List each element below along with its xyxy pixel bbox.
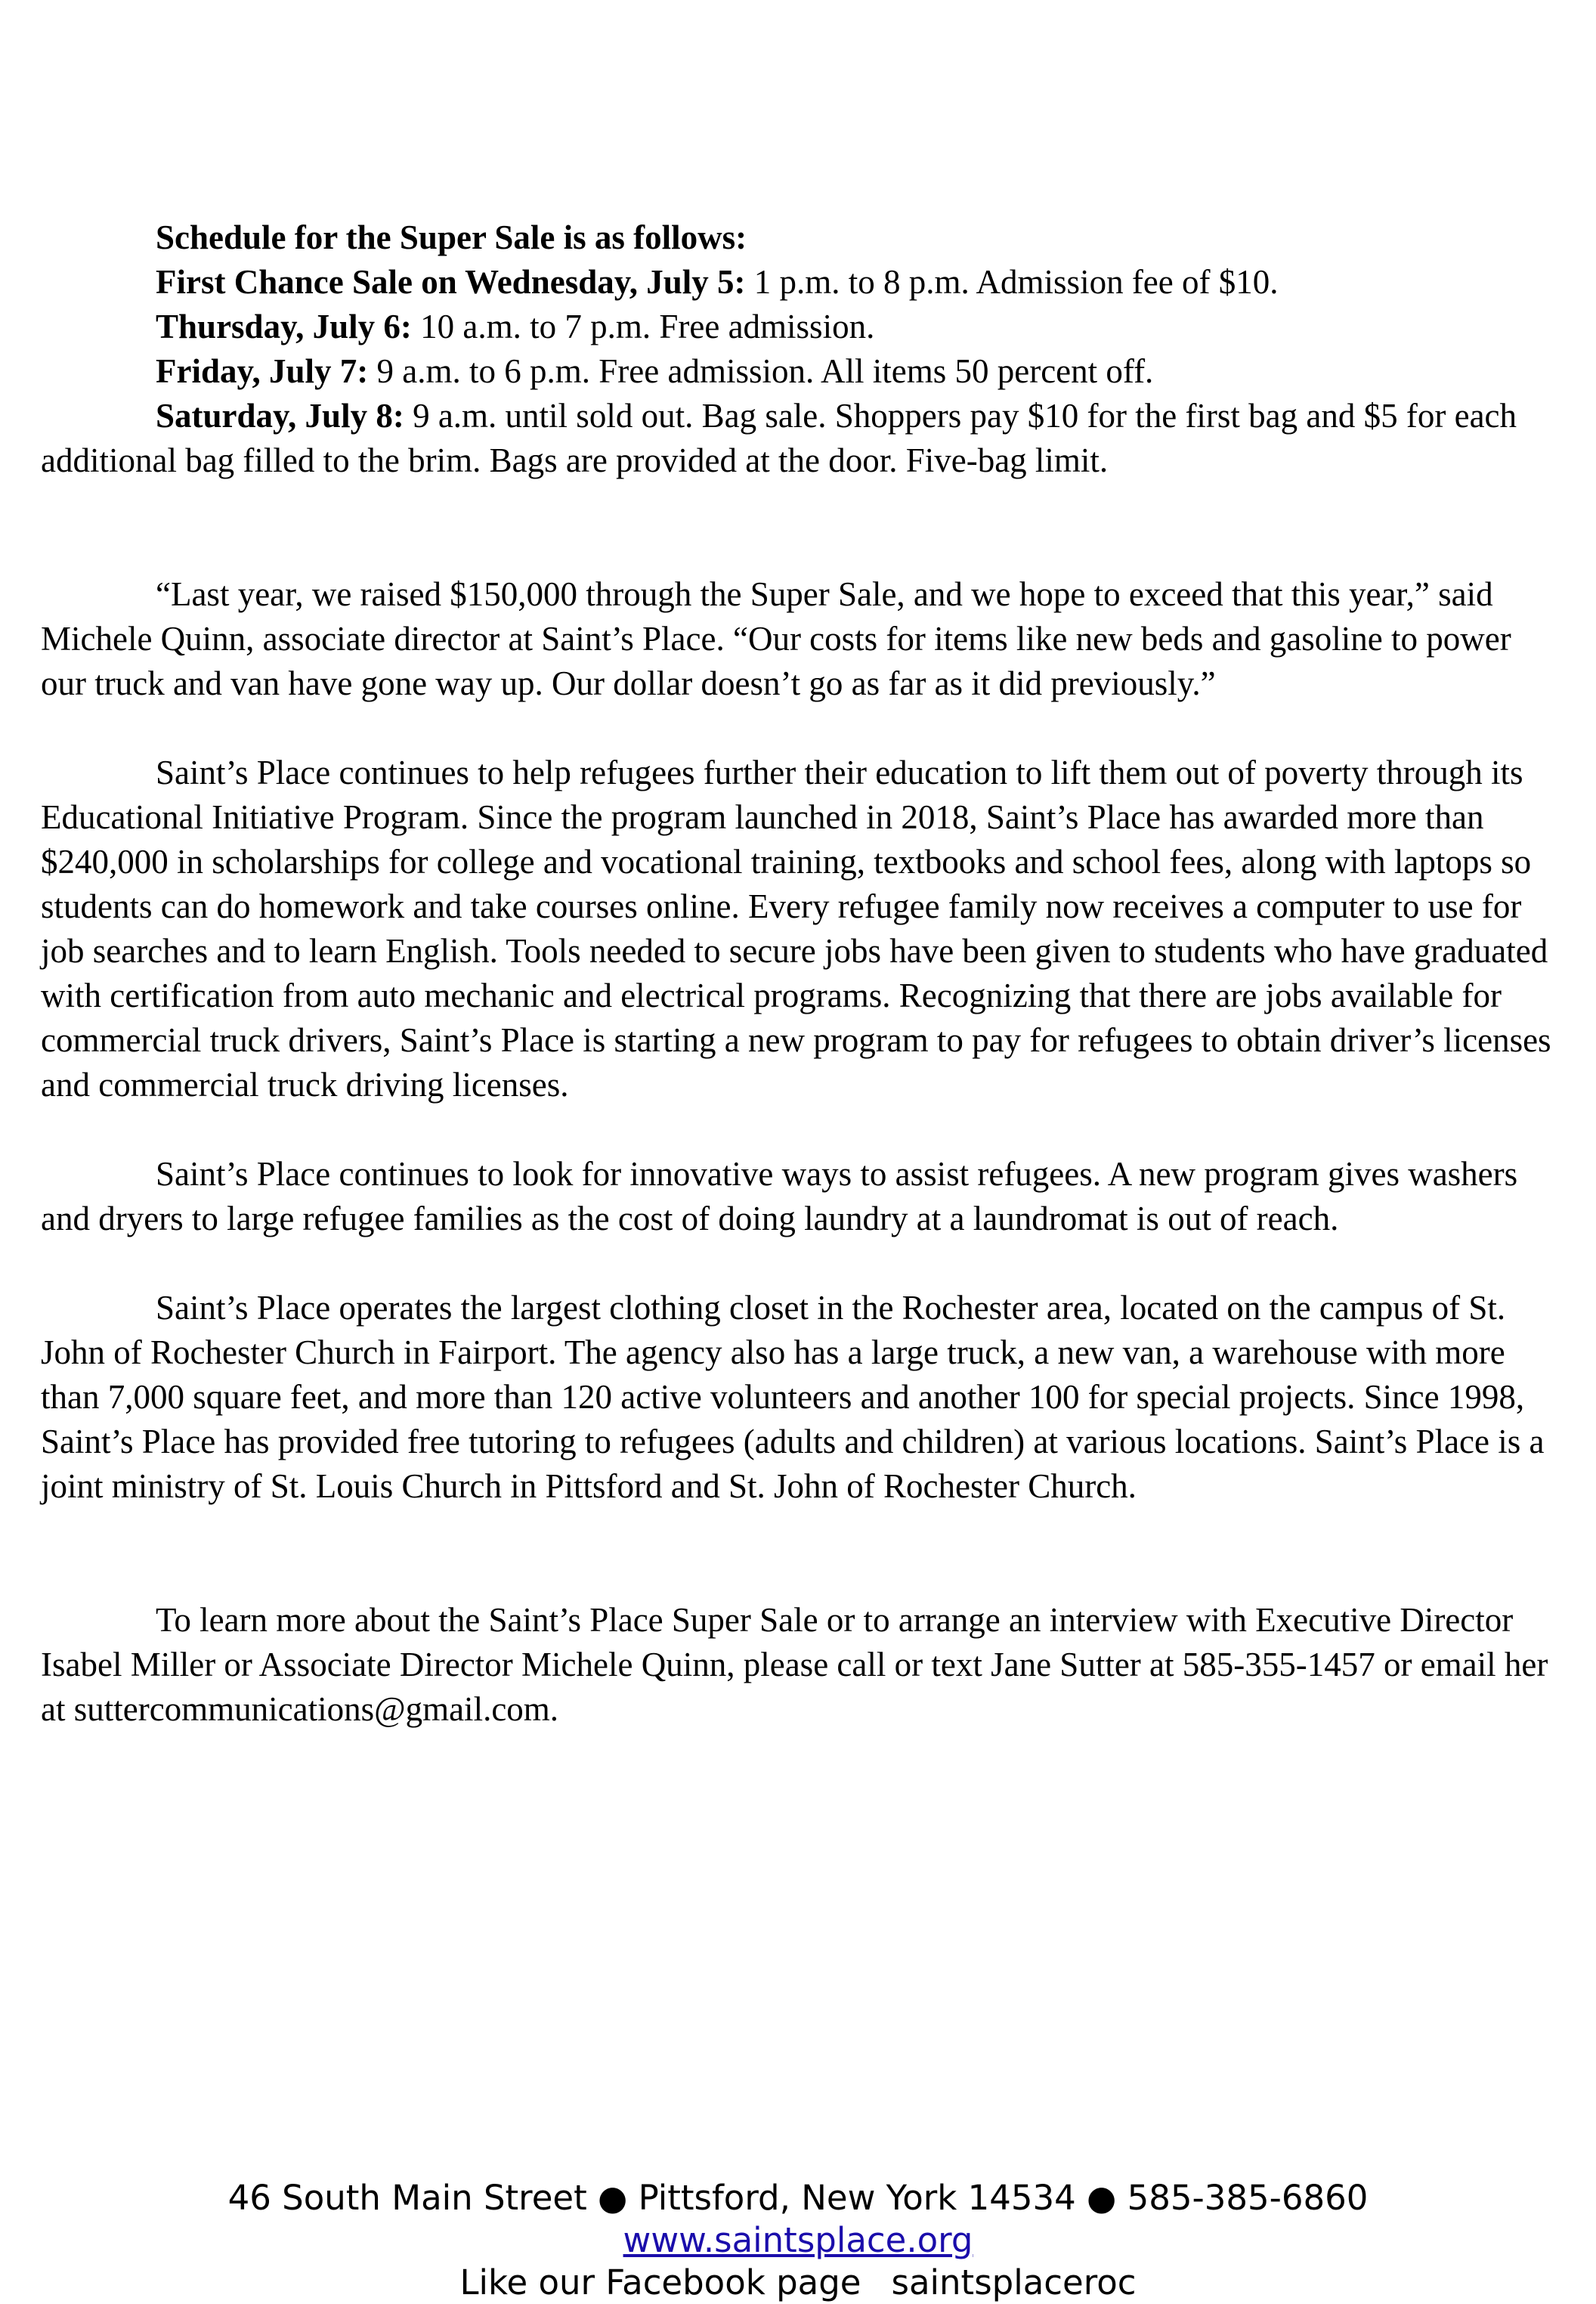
paragraph-education: Saint’s Place continues to help refugees further their education to lift them out of poverty through its Educational Initiative Program. Since the program launched in 2018, Saint’s Place has awarded more than $240,000 in scholarships for college and vocational training, textbooks and school fees, along with laptops so students can do homework and take courses online. Every refugee family now receives a computer to use for job searches and to learn English. Tools needed to secure jobs have been given to students who have graduated with certification from auto mechanic and electrical programs. Recognizing that there are jobs available for commercial truck drivers, Saint’s Place is starting a new program to pay for refugees to obtain driver’s licenses and commercial truck driving licenses. — [41, 754, 1551, 1104]
schedule-item-label: Saturday, July 8: — [156, 397, 404, 435]
footer-address: 46 South Main Street ● Pittsford, New York 14534 ● 585-385-6860 — [227, 2178, 1369, 2218]
schedule-item-wednesday — [41, 260, 1560, 305]
document-body — [41, 215, 1560, 1732]
schedule-item-label: Thursday, July 6: — [156, 308, 412, 345]
schedule-item-friday — [41, 349, 1560, 394]
page-footer — [0, 2177, 1596, 2304]
facebook-label: Like our Facebook page — [459, 2262, 861, 2302]
spacer — [41, 483, 1560, 572]
schedule-item-text: 1 p.m. to 8 p.m. Admission fee of $10. — [745, 263, 1279, 301]
schedule-item-text: 9 a.m. until sold out. Bag sale. Shoppers pay $10 for the first bag and $5 for each additional bag filled to the brim. Bags are provided at the door. Five-bag limit. — [41, 397, 1517, 479]
schedule-item-label: First Chance Sale on Wednesday, July 5: — [156, 263, 746, 301]
schedule-item-text: 10 a.m. to 7 p.m. Free admission. — [411, 308, 875, 345]
spacer — [41, 1107, 1560, 1152]
paragraph-contact: To learn more about the Saint’s Place Super Sale or to arrange an interview with Executive Director Isabel Miller or Associate Director Michele Quinn, please call or text Jane Sutter at 585-355-1457 or email her at suttercommunications@gmail.com. — [41, 1601, 1548, 1728]
schedule-item-saturday — [41, 394, 1560, 483]
paragraph-operations: Saint’s Place operates the largest clothing closet in the Rochester area, located on the campus of St. John of Rochester Church in Fairport. The agency also has a large truck, a new van, a warehouse with more than 7,000 square feet, and more than 120 active volunteers and another 100 for special projects. Since 1998, Saint’s Place has provided free tutoring to refugees (adults and children) at various locations. Saint’s Place is a joint ministry of St. Louis Church in Pittsford and St. John of Rochester Church. — [41, 1289, 1545, 1505]
footer-website-row — [0, 2219, 1596, 2262]
footer-facebook-row — [0, 2262, 1596, 2304]
spacer — [41, 706, 1560, 751]
schedule-item-thursday — [41, 305, 1560, 349]
spacer — [41, 1241, 1560, 1286]
paragraph-innovation: Saint’s Place continues to look for innovative ways to assist refugees. A new program gives washers and dryers to large refugee families as the cost of doing laundry at a laundromat is out of reach. — [41, 1155, 1518, 1237]
website-link[interactable]: www.saintsplace.org — [623, 2220, 973, 2260]
schedule-heading: Schedule for the Super Sale is as follows: — [156, 218, 747, 256]
paragraph-quote: “Last year, we raised $150,000 through the Super Sale, and we hope to exceed that this year,” said Michele Quinn, associate director at Saint’s Place. “Our costs for items like new beds and gasoline to power our truck and van have gone way up. Our dollar doesn’t go as far as it did previously.” — [41, 575, 1511, 702]
schedule-item-text: 9 a.m. to 6 p.m. Free admission. All items 50 percent off. — [368, 352, 1154, 390]
schedule-item-label: Friday, July 7: — [156, 352, 369, 390]
spacer — [41, 1509, 1560, 1598]
facebook-handle: saintsplaceroc — [891, 2262, 1137, 2302]
